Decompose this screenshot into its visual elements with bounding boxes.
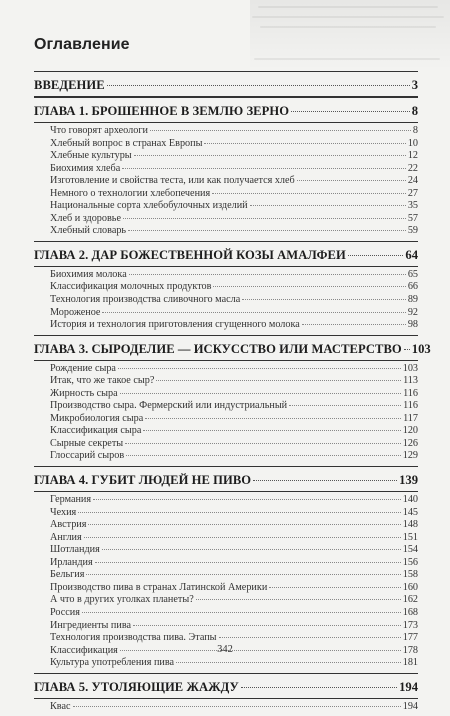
section-entry <box>50 632 418 645</box>
section-page: 24 <box>407 175 418 187</box>
dot-leader <box>269 587 400 588</box>
chapter-heading <box>34 242 418 266</box>
section-entry <box>50 594 418 607</box>
dot-leader <box>289 405 401 406</box>
section-entry <box>50 150 418 163</box>
section-entry <box>50 319 418 332</box>
section-entry <box>50 188 418 201</box>
section-title: Хлебный вопрос в странах Европы <box>50 137 203 149</box>
section-entry <box>50 363 418 376</box>
chapter-title: ГЛАВА 4. ГУБИТ ЛЮДЕЙ НЕ ПИВО <box>34 473 252 488</box>
section-page: 66 <box>407 281 418 293</box>
section-entry <box>50 620 418 633</box>
section-title: Ингредиенты пива <box>50 619 132 631</box>
chapter-title: ГЛАВА 2. ДАР БОЖЕСТВЕННОЙ КОЗЫ АМАЛФЕИ <box>34 247 346 262</box>
dot-leader <box>126 455 401 456</box>
section-page: 168 <box>402 606 418 618</box>
dot-leader <box>88 524 400 525</box>
toc-list <box>34 71 431 716</box>
section-entry <box>50 438 418 451</box>
section-entry <box>50 532 418 545</box>
chapter-title: ГЛАВА 1. БРОШЕННОЕ В ЗЕМЛЮ ЗЕРНО <box>34 104 290 118</box>
chapter-title: ГЛАВА 5. УТОЛЯЮЩИЕ ЖАЖДУ <box>34 679 239 694</box>
section-entry <box>50 557 418 570</box>
section-page: 12 <box>407 150 418 162</box>
section-entry <box>50 544 418 557</box>
section-page: 57 <box>407 212 418 224</box>
section-page: 35 <box>407 200 418 212</box>
section-title: Англия <box>50 531 82 543</box>
section-entry <box>50 269 418 282</box>
section-page: 116 <box>403 387 418 399</box>
toc-title: Оглавление <box>34 36 130 53</box>
section-title: Мороженое <box>50 306 101 318</box>
section-title: Германия <box>50 494 92 506</box>
section-page: 65 <box>407 268 418 280</box>
section-entry <box>50 200 418 213</box>
dot-leader <box>86 574 400 575</box>
section-title: Что говорят археологи <box>50 125 148 136</box>
dot-leader <box>348 255 404 256</box>
section-entry <box>50 701 418 714</box>
section-title: Сырные секреты <box>50 437 124 449</box>
section-title: Шотландия <box>50 544 100 556</box>
section-page: 151 <box>402 531 418 543</box>
dot-leader <box>242 299 406 300</box>
section-entry <box>50 657 418 670</box>
section-title: Хлебные культуры <box>50 150 132 162</box>
dot-leader <box>156 380 401 381</box>
dot-leader <box>176 662 401 663</box>
chapter-title: ВВЕДЕНИЕ <box>34 78 105 92</box>
section-entry <box>50 138 418 151</box>
section-page: 173 <box>402 619 418 631</box>
dot-leader <box>150 130 411 131</box>
section-entry <box>50 294 418 307</box>
dot-leader <box>120 393 401 394</box>
section-title: Национальные сорта хлебобулочных изделий <box>50 200 248 212</box>
chapter-title: ГЛАВА 3. СЫРОДЕЛИЕ — ИСКУССТВО ИЛИ МАСТЕРСТВО <box>34 341 402 356</box>
section-entry <box>50 175 418 188</box>
section-list <box>34 699 418 716</box>
section-entry <box>50 307 418 320</box>
section-entry <box>50 569 418 582</box>
chapter-heading <box>34 674 418 698</box>
chapter-heading <box>34 72 418 96</box>
section-title: Технология производства сливочного масла <box>50 294 241 306</box>
section-entry <box>50 388 418 401</box>
dot-leader <box>404 349 410 350</box>
dot-leader <box>212 193 406 194</box>
section-title: Итак, что же такое сыр? <box>50 375 155 387</box>
section-page: 129 <box>402 450 418 462</box>
section-title: Немного о технологии хлебопечения <box>50 187 211 199</box>
section-entry <box>50 213 418 226</box>
section-title: Хлеб и здоровье <box>50 212 121 224</box>
dot-leader <box>196 599 401 600</box>
section-page: 156 <box>402 556 418 568</box>
chapter-page: 139 <box>399 473 418 488</box>
section-page: 145 <box>402 506 418 518</box>
dot-leader <box>204 143 405 144</box>
dot-leader <box>219 637 401 638</box>
section-page: 27 <box>407 187 418 199</box>
section-entry <box>50 375 418 388</box>
dot-leader <box>213 286 405 287</box>
section-page: 126 <box>402 437 418 449</box>
section-title: А что в других уголках планеты? <box>50 594 194 606</box>
section-page: 194 <box>402 700 418 712</box>
dot-leader <box>133 625 401 626</box>
section-title: История и технология приготовления сгущенного молока <box>50 319 300 331</box>
section-page: 8 <box>412 125 418 136</box>
section-title: Производство сыра. Фермерский или индустриальный <box>50 400 288 412</box>
section-entry <box>50 507 418 520</box>
section-title: Классификация сыра <box>50 425 142 437</box>
section-page: 160 <box>402 581 418 593</box>
chapter-page: 103 <box>411 341 431 356</box>
section-page: 148 <box>402 519 418 531</box>
section-title: Квас <box>50 700 71 712</box>
section-page: 59 <box>407 225 418 237</box>
section-entry <box>50 607 418 620</box>
chapter-page: 64 <box>405 247 418 262</box>
section-title: Классификация <box>50 644 118 656</box>
dot-leader <box>102 549 401 550</box>
section-title: Чехия <box>50 506 77 518</box>
section-title: Австрия <box>50 519 87 531</box>
dot-leader <box>84 537 401 538</box>
section-list <box>34 267 418 335</box>
dot-leader <box>118 368 401 369</box>
chapter-page: 8 <box>411 104 418 118</box>
section-entry <box>50 425 418 438</box>
toc-page <box>34 36 431 716</box>
section-title: Рождение сыра <box>50 362 116 374</box>
section-page: 178 <box>402 644 418 656</box>
dot-leader <box>82 612 401 613</box>
dot-leader <box>253 480 397 481</box>
section-title: Классификация молочных продуктов <box>50 281 212 293</box>
section-entry <box>50 125 418 138</box>
page-number: 342 <box>217 644 233 655</box>
dot-leader <box>107 85 410 86</box>
section-page: 98 <box>407 319 418 331</box>
section-title: Жирность сыра <box>50 387 118 399</box>
dot-leader <box>241 687 397 688</box>
section-title: Бельгия <box>50 569 85 581</box>
section-title: Глоссарий сыров <box>50 450 125 462</box>
section-page: 120 <box>402 425 418 437</box>
chapter-page: 194 <box>399 679 418 694</box>
dot-leader <box>125 443 401 444</box>
section-page: 158 <box>402 569 418 581</box>
section-entry <box>50 494 418 507</box>
section-page: 113 <box>403 375 418 387</box>
chapter-heading <box>34 467 418 491</box>
dot-leader <box>95 562 401 563</box>
dot-leader <box>73 706 401 707</box>
dot-leader <box>145 418 401 419</box>
section-entry <box>50 281 418 294</box>
section-page: 162 <box>402 594 418 606</box>
section-title: Россия <box>50 606 80 618</box>
section-entry <box>50 225 418 238</box>
section-title: Биохимия хлеба <box>50 162 121 174</box>
section-page: 10 <box>407 137 418 149</box>
chapter-heading <box>34 98 418 122</box>
dot-leader <box>129 274 406 275</box>
section-entry <box>50 450 418 463</box>
dot-leader <box>134 155 406 156</box>
section-entry <box>50 413 418 426</box>
chapter-heading <box>34 336 431 360</box>
section-page: 103 <box>402 362 418 374</box>
dot-leader <box>128 230 406 231</box>
section-page: 22 <box>407 162 418 174</box>
section-page: 154 <box>402 544 418 556</box>
section-page: 117 <box>403 412 418 424</box>
section-page: 89 <box>407 294 418 306</box>
dot-leader <box>297 180 406 181</box>
section-page: 177 <box>402 632 418 644</box>
section-entry <box>50 163 418 176</box>
section-page: 181 <box>402 657 418 669</box>
dot-leader <box>93 499 401 500</box>
section-title: Производство пива в странах Латинской Америки <box>50 581 268 593</box>
section-title: Изготовление и свойства теста, или как получается хлеб <box>50 175 295 187</box>
section-title: Микробиология сыра <box>50 412 144 424</box>
section-title: Технология производства пива. Этапы <box>50 632 217 644</box>
dot-leader <box>102 312 405 313</box>
section-title: Биохимия молока <box>50 268 127 280</box>
section-entry <box>50 582 418 595</box>
section-title: Хлебный словарь <box>50 225 127 237</box>
dot-leader <box>143 430 400 431</box>
section-title: Ирландия <box>50 556 93 568</box>
section-list <box>34 123 418 241</box>
section-page: 140 <box>402 494 418 506</box>
section-list <box>34 361 418 466</box>
dot-leader <box>123 218 406 219</box>
section-page: 92 <box>407 306 418 318</box>
section-entry <box>50 519 418 532</box>
dot-leader <box>291 111 410 112</box>
section-page: 116 <box>403 400 418 412</box>
dot-leader <box>122 168 406 169</box>
dot-leader <box>250 205 406 206</box>
chapter-page: 3 <box>411 78 418 92</box>
section-entry <box>50 400 418 413</box>
dot-leader <box>78 512 400 513</box>
dot-leader <box>302 324 406 325</box>
section-title: Культура употребления пива <box>50 657 175 669</box>
